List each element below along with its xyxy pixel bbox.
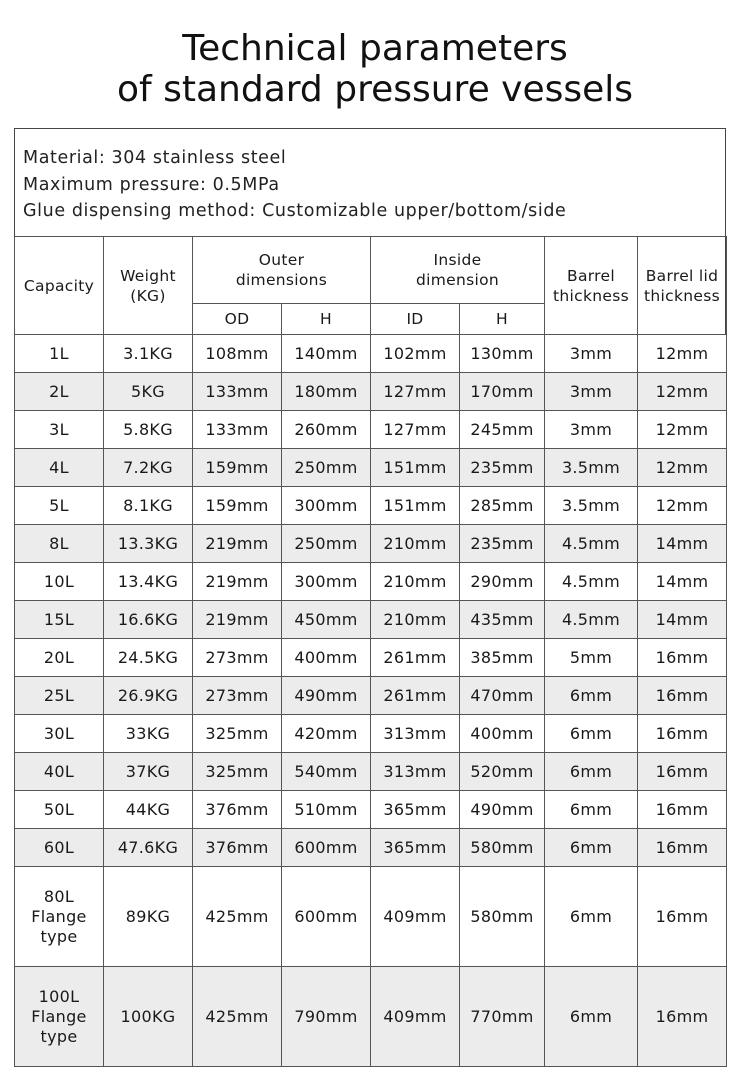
- pressure-text: Maximum pressure: 0.5MPa: [23, 174, 280, 195]
- cell-id: 210mm: [371, 563, 460, 601]
- cell-lid: 12mm: [638, 411, 727, 449]
- cell-inside-h: 245mm: [460, 411, 545, 449]
- header-weight: Weight (KG): [104, 237, 193, 335]
- cell-lid: 16mm: [638, 967, 727, 1067]
- cell-id: 210mm: [371, 525, 460, 563]
- cell-lid: 12mm: [638, 335, 727, 373]
- page-title: [0, 28, 750, 110]
- cell-od: 159mm: [193, 449, 282, 487]
- cell-barrel: 3.5mm: [545, 449, 638, 487]
- table-row: [15, 563, 727, 601]
- cell-weight: 13.3KG: [104, 525, 193, 563]
- table-row: [15, 487, 727, 525]
- cell-barrel: 3mm: [545, 335, 638, 373]
- cell-capacity: 1L: [15, 335, 104, 373]
- cell-id: 313mm: [371, 753, 460, 791]
- cell-capacity: 100L Flange type: [15, 967, 104, 1067]
- cell-barrel: 3mm: [545, 373, 638, 411]
- cell-weight: 16.6KG: [104, 601, 193, 639]
- cell-od: 325mm: [193, 715, 282, 753]
- table-row: [15, 411, 727, 449]
- table-body: [15, 335, 727, 1067]
- cell-barrel: 4.5mm: [545, 525, 638, 563]
- cell-barrel: 3.5mm: [545, 487, 638, 525]
- cell-lid: 16mm: [638, 829, 727, 867]
- cell-barrel: 5mm: [545, 639, 638, 677]
- cell-weight: 8.1KG: [104, 487, 193, 525]
- cell-capacity: 3L: [15, 411, 104, 449]
- cell-barrel: 6mm: [545, 677, 638, 715]
- cell-lid: 12mm: [638, 449, 727, 487]
- cell-lid: 12mm: [638, 373, 727, 411]
- cell-id: 409mm: [371, 967, 460, 1067]
- cell-inside-h: 490mm: [460, 791, 545, 829]
- cell-inside-h: 580mm: [460, 829, 545, 867]
- cell-outer-h: 250mm: [282, 449, 371, 487]
- cell-barrel: 6mm: [545, 791, 638, 829]
- cell-lid: 14mm: [638, 563, 727, 601]
- table-row: [15, 715, 727, 753]
- cell-lid: 16mm: [638, 677, 727, 715]
- material-text: Material: 304 stainless steel: [23, 148, 287, 168]
- cell-barrel: 6mm: [545, 967, 638, 1067]
- cell-inside-h: 470mm: [460, 677, 545, 715]
- cell-od: 133mm: [193, 411, 282, 449]
- cell-barrel: 6mm: [545, 867, 638, 967]
- table-row: [15, 753, 727, 791]
- cell-lid: 16mm: [638, 867, 727, 967]
- header-barrel-thickness: Barrel thickness: [545, 237, 638, 335]
- table-row: [15, 867, 727, 967]
- cell-od: 425mm: [193, 967, 282, 1067]
- cell-id: 210mm: [371, 601, 460, 639]
- cell-weight: 5.8KG: [104, 411, 193, 449]
- cell-outer-h: 250mm: [282, 525, 371, 563]
- cell-inside-h: 435mm: [460, 601, 545, 639]
- cell-barrel: 4.5mm: [545, 563, 638, 601]
- table-row: [15, 373, 727, 411]
- parameters-table: [14, 236, 727, 1067]
- cell-outer-h: 450mm: [282, 601, 371, 639]
- cell-outer-h: 490mm: [282, 677, 371, 715]
- header-outer-h: H: [282, 304, 371, 335]
- cell-capacity: 5L: [15, 487, 104, 525]
- cell-outer-h: 540mm: [282, 753, 371, 791]
- cell-id: 365mm: [371, 791, 460, 829]
- cell-od: 219mm: [193, 563, 282, 601]
- cell-capacity: 2L: [15, 373, 104, 411]
- cell-outer-h: 400mm: [282, 639, 371, 677]
- cell-weight: 26.9KG: [104, 677, 193, 715]
- cell-id: 261mm: [371, 639, 460, 677]
- cell-capacity: 30L: [15, 715, 104, 753]
- header-od: OD: [193, 304, 282, 335]
- cell-od: 273mm: [193, 639, 282, 677]
- cell-inside-h: 285mm: [460, 487, 545, 525]
- cell-outer-h: 300mm: [282, 487, 371, 525]
- cell-capacity: 25L: [15, 677, 104, 715]
- cell-inside-h: 235mm: [460, 449, 545, 487]
- cell-outer-h: 600mm: [282, 867, 371, 967]
- cell-inside-h: 770mm: [460, 967, 545, 1067]
- cell-id: 151mm: [371, 449, 460, 487]
- cell-barrel: 4.5mm: [545, 601, 638, 639]
- table-row: [15, 829, 727, 867]
- table-row: [15, 967, 727, 1067]
- cell-outer-h: 510mm: [282, 791, 371, 829]
- cell-weight: 7.2KG: [104, 449, 193, 487]
- cell-outer-h: 300mm: [282, 563, 371, 601]
- title-line-1: Technical parameters: [182, 28, 568, 69]
- cell-inside-h: 580mm: [460, 867, 545, 967]
- cell-od: 219mm: [193, 525, 282, 563]
- table-row: [15, 525, 727, 563]
- cell-weight: 100KG: [104, 967, 193, 1067]
- cell-od: 325mm: [193, 753, 282, 791]
- cell-od: 376mm: [193, 791, 282, 829]
- header-outer-dimensions: Outer dimensions: [193, 237, 371, 304]
- cell-inside-h: 130mm: [460, 335, 545, 373]
- cell-barrel: 3mm: [545, 411, 638, 449]
- cell-od: 273mm: [193, 677, 282, 715]
- cell-lid: 14mm: [638, 525, 727, 563]
- table-row: [15, 449, 727, 487]
- cell-weight: 24.5KG: [104, 639, 193, 677]
- cell-lid: 12mm: [638, 487, 727, 525]
- glue-method-text: Glue dispensing method: Customizable upper/bottom/side: [23, 201, 567, 221]
- cell-od: 219mm: [193, 601, 282, 639]
- cell-weight: 13.4KG: [104, 563, 193, 601]
- cell-barrel: 6mm: [545, 715, 638, 753]
- cell-id: 127mm: [371, 373, 460, 411]
- cell-barrel: 6mm: [545, 829, 638, 867]
- cell-id: 409mm: [371, 867, 460, 967]
- header-inside-dimension: Inside dimension: [371, 237, 545, 304]
- table-row: [15, 639, 727, 677]
- cell-od: 376mm: [193, 829, 282, 867]
- spec-summary: [15, 129, 725, 237]
- cell-od: 108mm: [193, 335, 282, 373]
- cell-id: 151mm: [371, 487, 460, 525]
- cell-capacity: 4L: [15, 449, 104, 487]
- cell-lid: 16mm: [638, 753, 727, 791]
- cell-weight: 33KG: [104, 715, 193, 753]
- cell-inside-h: 290mm: [460, 563, 545, 601]
- cell-outer-h: 420mm: [282, 715, 371, 753]
- spec-sheet: [14, 128, 726, 1062]
- cell-weight: 44KG: [104, 791, 193, 829]
- cell-weight: 5KG: [104, 373, 193, 411]
- cell-weight: 3.1KG: [104, 335, 193, 373]
- cell-weight: 37KG: [104, 753, 193, 791]
- cell-capacity: 60L: [15, 829, 104, 867]
- cell-capacity: 8L: [15, 525, 104, 563]
- cell-outer-h: 140mm: [282, 335, 371, 373]
- table-row: [15, 601, 727, 639]
- cell-id: 127mm: [371, 411, 460, 449]
- cell-capacity: 50L: [15, 791, 104, 829]
- table-row: [15, 335, 727, 373]
- cell-id: 261mm: [371, 677, 460, 715]
- cell-od: 425mm: [193, 867, 282, 967]
- table-row: [15, 677, 727, 715]
- cell-capacity: 10L: [15, 563, 104, 601]
- cell-capacity: 15L: [15, 601, 104, 639]
- header-inside-h: H: [460, 304, 545, 335]
- cell-capacity: 20L: [15, 639, 104, 677]
- header-id: ID: [371, 304, 460, 335]
- cell-outer-h: 180mm: [282, 373, 371, 411]
- cell-capacity: 80L Flange type: [15, 867, 104, 967]
- cell-inside-h: 235mm: [460, 525, 545, 563]
- cell-od: 159mm: [193, 487, 282, 525]
- cell-weight: 47.6KG: [104, 829, 193, 867]
- cell-lid: 16mm: [638, 639, 727, 677]
- cell-outer-h: 600mm: [282, 829, 371, 867]
- header-lid-thickness: Barrel lid thickness: [638, 237, 727, 335]
- cell-lid: 14mm: [638, 601, 727, 639]
- title-line-2: of standard pressure vessels: [116, 69, 634, 110]
- cell-outer-h: 260mm: [282, 411, 371, 449]
- cell-lid: 16mm: [638, 791, 727, 829]
- cell-outer-h: 790mm: [282, 967, 371, 1067]
- cell-od: 133mm: [193, 373, 282, 411]
- cell-inside-h: 400mm: [460, 715, 545, 753]
- cell-inside-h: 170mm: [460, 373, 545, 411]
- cell-id: 102mm: [371, 335, 460, 373]
- cell-inside-h: 385mm: [460, 639, 545, 677]
- table-row: [15, 791, 727, 829]
- cell-lid: 16mm: [638, 715, 727, 753]
- cell-id: 313mm: [371, 715, 460, 753]
- cell-weight: 89KG: [104, 867, 193, 967]
- cell-inside-h: 520mm: [460, 753, 545, 791]
- cell-barrel: 6mm: [545, 753, 638, 791]
- cell-id: 365mm: [371, 829, 460, 867]
- cell-capacity: 40L: [15, 753, 104, 791]
- header-capacity: Capacity: [15, 237, 104, 335]
